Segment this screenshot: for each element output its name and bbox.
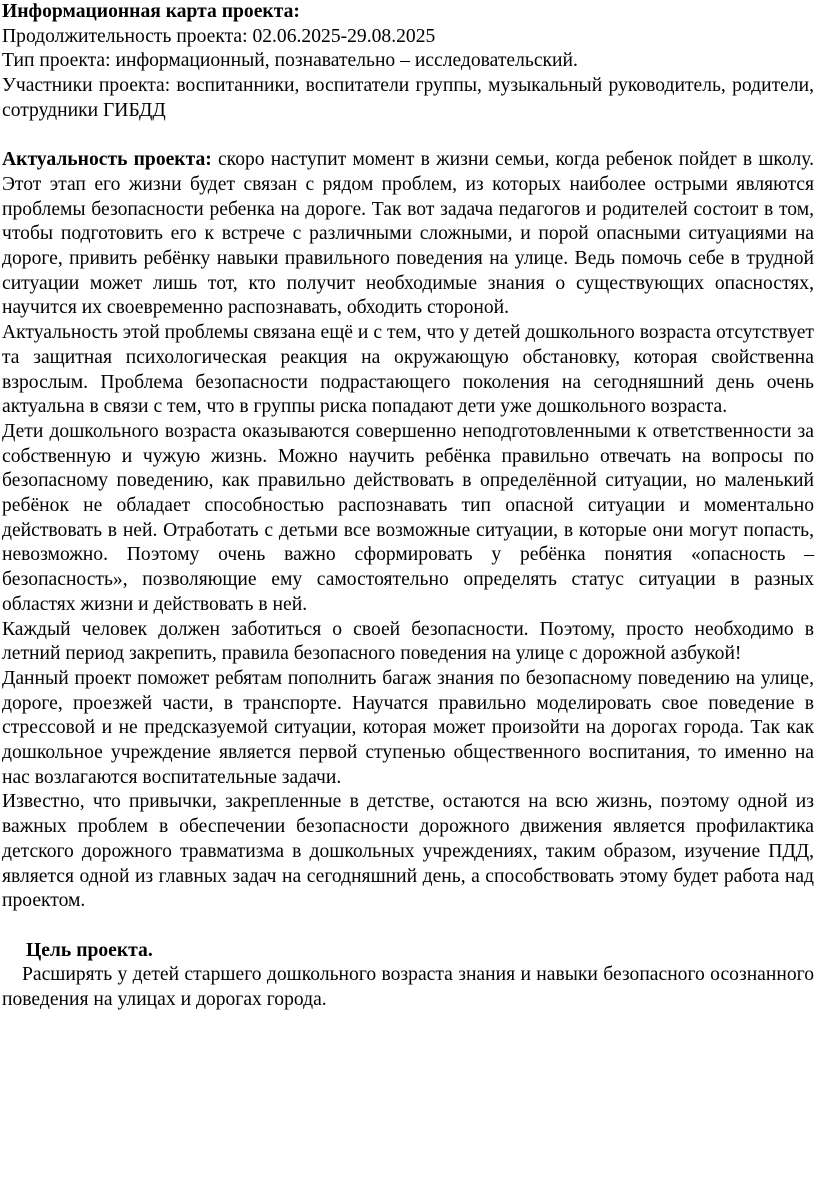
goal-text: Расширять у детей старшего дошкольного возраста знания и навыки безопасного осознанного поведения на улицах и дорогах города. xyxy=(2,964,814,1011)
project-duration: Продолжительность проекта: 02.06.2025-29.08.2025 xyxy=(2,25,436,47)
goal-heading: Цель проекта. xyxy=(26,939,153,961)
relevance-heading: Актуальность проекта: xyxy=(2,149,212,171)
relevance-paragraph: Известно, что привычки, закрепленные в детстве, остаются на всю жизнь, поэтому одной из важных проблем в обеспечении безопасности дорожного движения является профилактика детского дорожного травматизма в дошкольных учреждениях, таким образом, изучение ПДД, является одной из главных задач на сегодняшний день, а способствовать этому будет работа над проектом. xyxy=(2,791,814,912)
info-card-title: Информационная карта проекта: xyxy=(2,1,300,22)
spacer xyxy=(2,124,814,149)
relevance-paragraph: Каждый человек должен заботиться о своей безопасности. Поэтому, просто необходимо в летний период закрепить, правила безопасного поведения на улице с дорожной азбукой! xyxy=(2,618,814,665)
document-page xyxy=(2,0,814,1013)
relevance-intro-paragraph xyxy=(2,148,814,321)
relevance-paragraph: Актуальность этой проблемы связана ещё и с тем, что у детей дошкольного возраста отсутствует та защитная психологическая реакция на окружающую обстановку, которая свойственна взрослым. Проблема безопасности подрастающего поколения на сегодняшний день очень актуальна в связи с тем, что в группы риска попадают дети уже дошкольного возраста. xyxy=(2,322,814,418)
spacer xyxy=(2,914,814,939)
project-participants: Участники проекта: воспитанники, воспитатели группы, музыкальный руководитель, родители, сотрудники ГИБДД xyxy=(2,75,814,121)
relevance-paragraph: Данный проект поможет ребятам пополнить багаж знания по безопасному поведению на улице, дороге, проезжей части, в транспорте. Научатся правильно моделировать свое поведение в стрессовой и не предсказуемой ситуации, которая может произойти на дорогах города. Так как дошкольное учреждение является первой ступенью общественного воспитания, то именно на нас возлагаются воспитательные задачи. xyxy=(2,667,814,788)
relevance-intro-text: скоро наступит момент в жизни семьи, когда ребенок пойдет в школу. Этот этап его жизни будет связан с рядом проблем, из которых наиболее острыми являются проблемы безопасности ребенка на дороге. Так вот задача педагогов и родителей состоит в том, чтобы подготовить его к встрече с различными сложными, и порой опасными ситуациями на дороге, привить ребёнку навыки правильного поведения на улице. Ведь помочь себе в трудной ситуации может лишь тот, кто получит необходимые знания о существующих опасностях, научится их своевременно распознавать, обходить стороной. xyxy=(2,149,814,319)
project-type: Тип проекта: информационный, познавательно – исследовательский. xyxy=(2,50,578,72)
relevance-paragraph: Дети дошкольного возраста оказываются совершенно неподготовленными к ответственности за собственную и чужую жизнь. Можно научить ребёнка правильно отвечать на вопросы по безопасному поведению, как правильно действовать в определённой ситуации, но маленький ребёнок не обладает способностью распознавать тип опасной ситуации и моментально действовать в ней. Отработать с детьми все возможные ситуации, в которые они могут попасть, невозможно. Поэтому очень важно сформировать у ребёнка понятия «опасность – безопасность», позволяющие ему самостоятельно определять статус ситуации в разных областях жизни и действовать в ней. xyxy=(2,420,814,615)
